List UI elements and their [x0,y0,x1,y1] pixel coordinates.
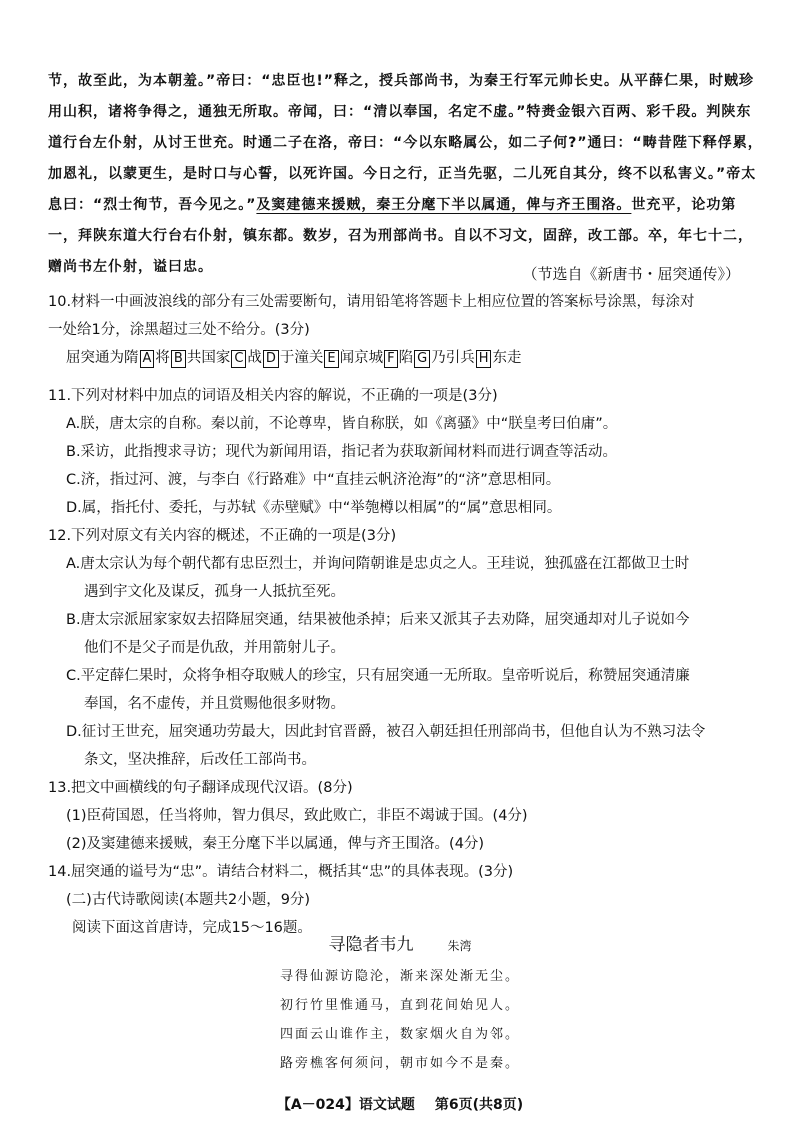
segment: 将 [155,350,170,366]
question-13 [48,774,760,858]
poem-title: 寻隐者韦九 [328,935,414,955]
question-10-stem: 10.材料一中画波浪线的部分有三处需要断句，请用铅笔将答题卡上相应位置的答案标号涂黑，每涂对 [48,294,695,310]
question-10 [48,288,760,372]
poem-heading [0,930,800,955]
option-c[interactable]: C.济，指过河、渡，与李白《行路难》中“直挂云帆济沧海”的“济”意思相同。 [66,472,561,488]
passage-line: 一，拜陕东道大行台右仆射，镇东都。数岁，召为刑部尚书。自以不习文，固辞，改工部。卒，年七十二， [48,228,753,244]
poem-line: 路旁樵客何须问，朝市如今不是秦。 [279,1056,520,1071]
exam-code: 【A－024】语文试题 [276,1097,415,1113]
page-number: 第6页(共8页) [434,1097,524,1113]
option-a[interactable] [48,550,760,606]
segment: 于潼关 [279,350,324,366]
marker-a[interactable]: A [140,350,155,368]
page-footer [0,1094,800,1114]
option-text: D.征讨王世充，屈突通功劳最大，因此封官晋爵，被召入朝廷担任刑部尚书，但他自认为不熟习法令 [66,724,706,740]
question-13-stem: 13.把文中画横线的句子翻译成现代汉语。(8分) [48,780,353,796]
question-10-stem-cont: 一处给1分，涂黑超过三处不给分。(3分) [48,322,310,338]
option-text: C.平定薛仁果时，众将争相夺取贼人的珍宝，只有屈突通一无所取。皇帝听说后，称赞屈突通清廉 [66,668,690,684]
option-text-cont: 遇到宇文化及谋反，孤身一人抵抗至死。 [84,584,345,600]
question-12 [48,522,760,774]
segment: 东走 [492,350,522,366]
marker-d[interactable]: D [263,350,279,368]
segment: 乃引兵 [431,350,475,366]
question-11-stem: 11.下列对材料中加点的词语及相关内容的解说，不正确的一项是(3分) [48,388,498,404]
marker-b[interactable]: B [171,350,186,368]
passage-line-end: 世充平，论功第 [631,197,737,213]
option-text: A.唐太宗认为每个朝代都有忠臣烈士，并询问隋朝谁是忠贞之人。王珪说，独孤盛在江都做卫士时 [66,556,690,572]
translation-item-1: (1)臣荷国恩，任当将帅，智力俱尽，致此败亡，非臣不竭诚于国。(4分) [66,808,528,824]
option-a[interactable]: A.朕，唐太宗的自称。秦以前，不论尊卑，皆自称朕，如《离骚》中“朕皇考曰伯庸”。 [66,416,618,432]
segment: 闻京城 [339,350,384,366]
translation-item-2: (2)及窦建德来援贼，秦王分麾下半以属通，俾与齐王围洛。(4分) [66,836,485,852]
poem-line: 四面云山谁作主，数家烟火自为邻。 [279,1027,520,1042]
passage-line: 加恩礼，以蒙更生，是时口与心誓，以死许国。今日之行，正当先驱，二儿死自其分，终不以私害义。”帝太 [48,166,757,182]
option-text: B.唐太宗派屈家家奴去招降屈突通，结果被他杀掉；后来又派其子去劝降，屈突通却对儿子说如今 [66,612,690,628]
section-instruction: 阅读下面这首唐诗，完成15～16题。 [72,920,312,936]
sentence-break-options [48,344,760,372]
option-b[interactable] [48,606,760,662]
option-c[interactable] [48,662,760,718]
poem-author: 朱湾 [447,939,472,953]
segment: 战 [247,350,262,366]
option-text-cont: 奉国，名不虚传，并且赏赐他很多财物。 [84,696,345,712]
segment: 共国家 [186,350,231,366]
option-text-cont: 条文，坚决推辞，后改任工部尚书。 [84,752,316,768]
passage-line: 节，故至此，为本朝羞。”帝曰：“忠臣也!”释之，授兵部尚书，为秦王行军元帅长史。从平薛仁果，时贼珍 [48,73,754,89]
passage-source: （节选自《新唐书・屈突通传》） [522,265,740,283]
poem-line: 寻得仙源访隐沦，渐来深处渐无尘。 [279,969,520,984]
passage-line: 赠尚书左仆射，谥曰忠。 [48,259,213,275]
option-b[interactable]: B.采访，此指搜求寻访；现代为新闻用语，指记者为获取新闻材料而进行调查等活动。 [66,444,618,460]
passage-line: 用山积，诸将争得之，通独无所取。帝闻，曰：“清以奉国，名定不虚。”特赉金银六百两、彩千段。判陕东 [48,104,752,120]
section-title: (二)古代诗歌阅读(本题共2小题，9分) [66,892,311,908]
option-text-cont: 他们不是父子而是仇敌，并用箭射儿子。 [84,640,345,656]
passage-line-start: 息曰：“烈士徇节，吾今见之。” [48,197,257,213]
passage-line: 道行台左仆射，从讨王世充。时通二子在洛，帝曰：“今以东略属公，如二子何?”通曰：“畴昔陛下释俘累， [48,135,763,151]
segment: 陷 [398,350,414,366]
option-d[interactable]: D.属，指托付、委托，与苏轼《赤壁赋》中“举匏樽以相属”的“属”意思相同。 [66,500,562,516]
marker-e[interactable]: E [324,350,338,368]
option-d[interactable] [48,718,760,774]
marker-c[interactable]: C [231,350,246,368]
marker-f[interactable]: F [384,350,397,368]
question-12-stem: 12.下列对原文有关内容的概述，不正确的一项是(3分) [48,528,397,544]
passage-line [48,190,748,221]
poem-body [0,962,800,1078]
segment: 屈突通为隋 [66,350,139,366]
poem-line: 初行竹里惟通马，直到花间始见人。 [279,998,520,1013]
question-14-stem: 14.屈突通的谥号为“忠”。请结合材料二，概括其“忠”的具体表现。(3分) [48,864,514,880]
underlined-sentence: 及窦建德来援贼，秦王分麾下半以属通，俾与齐王围洛。 [256,197,632,213]
question-11 [48,382,760,522]
marker-h[interactable]: H [476,350,492,368]
marker-g[interactable]: G [414,350,430,368]
classical-passage [48,66,763,283]
